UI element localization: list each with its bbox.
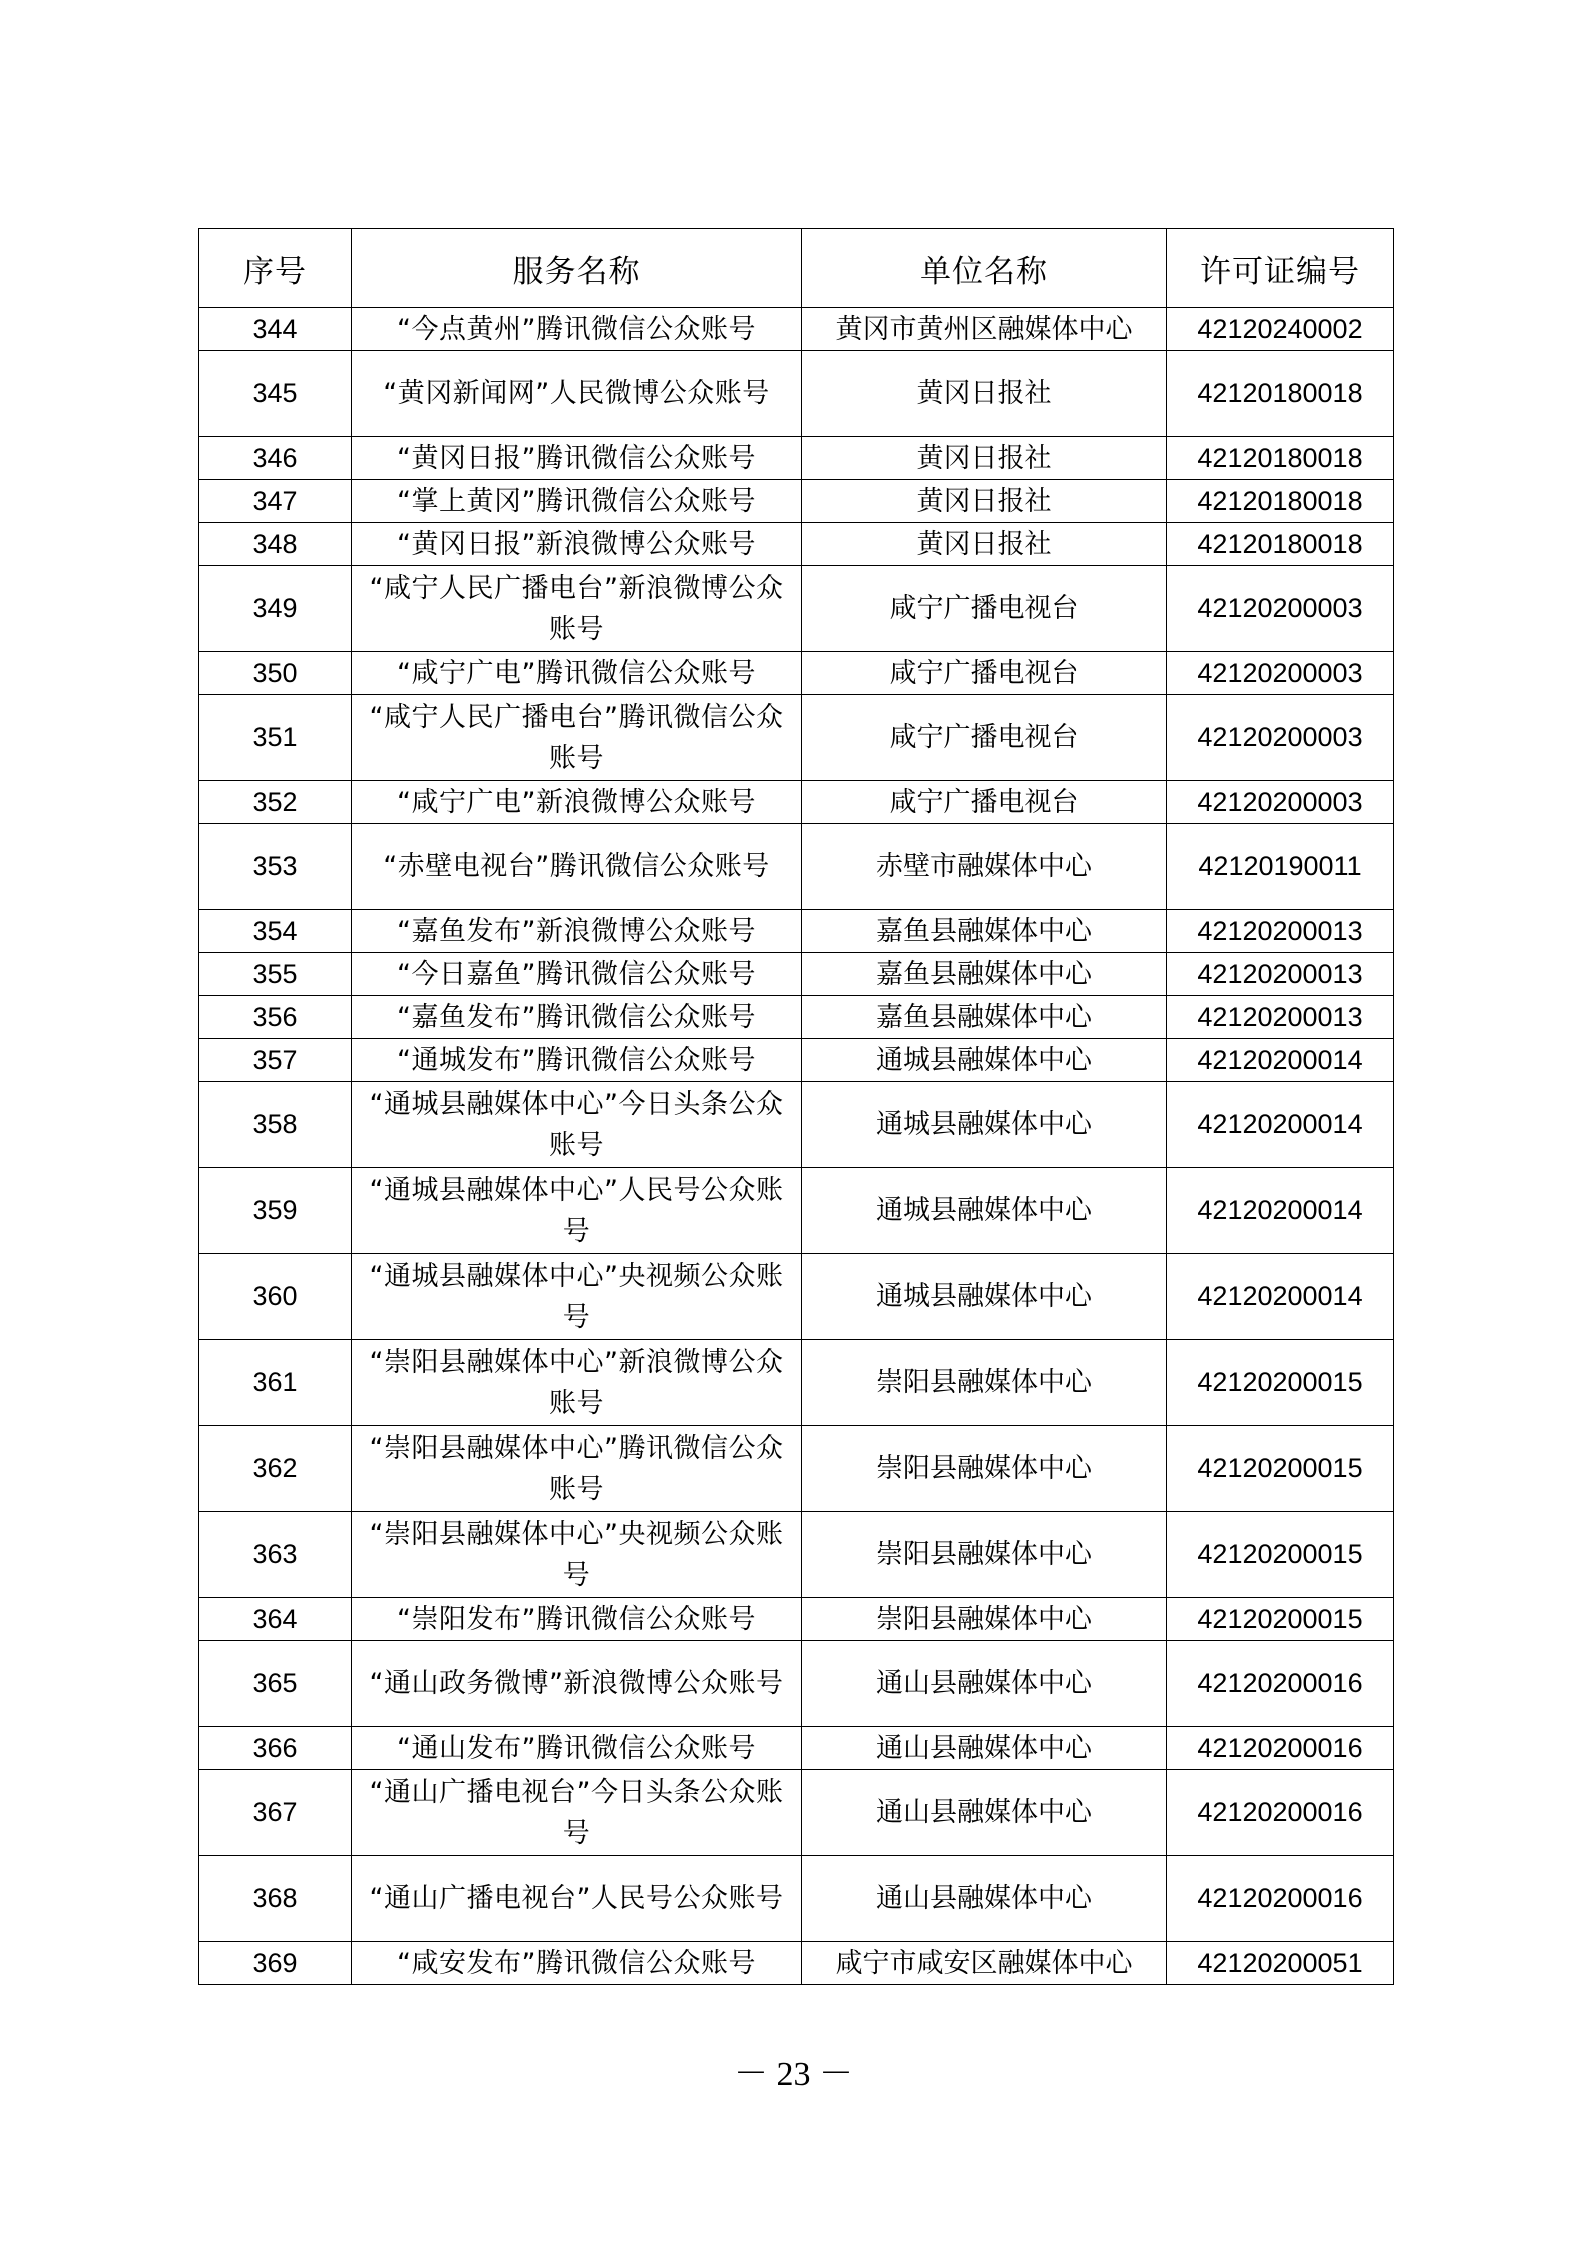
- cell-service-name: “崇阳县融媒体中心”央视频公众账号: [352, 1512, 802, 1598]
- table-row: [199, 996, 1394, 1039]
- cell-unit-name: 咸宁广播电视台: [802, 566, 1167, 652]
- cell-serial-no: 346: [199, 437, 352, 480]
- table-row: [199, 437, 1394, 480]
- cell-serial-no: 356: [199, 996, 352, 1039]
- cell-unit-name: 咸宁广播电视台: [802, 781, 1167, 824]
- cell-serial-no: 362: [199, 1426, 352, 1512]
- table-row: [199, 308, 1394, 351]
- cell-unit-name: 咸宁广播电视台: [802, 652, 1167, 695]
- cell-unit-name: 通城县融媒体中心: [802, 1254, 1167, 1340]
- cell-unit-name: 黄冈日报社: [802, 523, 1167, 566]
- cell-license-number: 42120200014: [1167, 1039, 1394, 1082]
- cell-serial-no: 368: [199, 1856, 352, 1942]
- cell-unit-name: 咸宁市咸安区融媒体中心: [802, 1942, 1167, 1985]
- cell-serial-no: 348: [199, 523, 352, 566]
- table-row: [199, 910, 1394, 953]
- cell-service-name: “嘉鱼发布”新浪微博公众账号: [352, 910, 802, 953]
- cell-unit-name: 黄冈市黄州区融媒体中心: [802, 308, 1167, 351]
- cell-service-name: “通城县融媒体中心”央视频公众账号: [352, 1254, 802, 1340]
- cell-service-name: “今日嘉鱼”腾讯微信公众账号: [352, 953, 802, 996]
- cell-license-number: 42120200016: [1167, 1770, 1394, 1856]
- table-row: [199, 480, 1394, 523]
- cell-serial-no: 353: [199, 824, 352, 910]
- cell-serial-no: 357: [199, 1039, 352, 1082]
- cell-service-name: “通山广播电视台”人民号公众账号: [352, 1856, 802, 1942]
- table-row: [199, 1856, 1394, 1942]
- cell-serial-no: 350: [199, 652, 352, 695]
- cell-license-number: 42120200003: [1167, 695, 1394, 781]
- cell-license-number: 42120200016: [1167, 1856, 1394, 1942]
- cell-unit-name: 崇阳县融媒体中心: [802, 1512, 1167, 1598]
- cell-license-number: 42120200015: [1167, 1340, 1394, 1426]
- cell-unit-name: 崇阳县融媒体中心: [802, 1598, 1167, 1641]
- table-row: [199, 1727, 1394, 1770]
- cell-license-number: 42120180018: [1167, 351, 1394, 437]
- cell-service-name: “咸宁人民广播电台”新浪微博公众账号: [352, 566, 802, 652]
- cell-license-number: 42120200014: [1167, 1254, 1394, 1340]
- cell-unit-name: 通城县融媒体中心: [802, 1168, 1167, 1254]
- cell-service-name: “黄冈日报”新浪微博公众账号: [352, 523, 802, 566]
- table-row: [199, 953, 1394, 996]
- cell-service-name: “崇阳县融媒体中心”腾讯微信公众账号: [352, 1426, 802, 1512]
- cell-serial-no: 360: [199, 1254, 352, 1340]
- table-body: [199, 308, 1394, 1985]
- table-row: [199, 1168, 1394, 1254]
- cell-license-number: 42120180018: [1167, 437, 1394, 480]
- cell-unit-name: 咸宁广播电视台: [802, 695, 1167, 781]
- table-row: [199, 1598, 1394, 1641]
- table-row: [199, 523, 1394, 566]
- header-unit-name: 单位名称: [802, 229, 1167, 308]
- cell-unit-name: 通山县融媒体中心: [802, 1856, 1167, 1942]
- cell-license-number: 42120180018: [1167, 480, 1394, 523]
- cell-unit-name: 崇阳县融媒体中心: [802, 1426, 1167, 1512]
- cell-unit-name: 黄冈日报社: [802, 351, 1167, 437]
- cell-service-name: “崇阳县融媒体中心”新浪微博公众账号: [352, 1340, 802, 1426]
- cell-service-name: “咸安发布”腾讯微信公众账号: [352, 1942, 802, 1985]
- table-row: [199, 1254, 1394, 1340]
- cell-service-name: “通山政务微博”新浪微博公众账号: [352, 1641, 802, 1727]
- cell-service-name: “掌上黄冈”腾讯微信公众账号: [352, 480, 802, 523]
- cell-unit-name: 通城县融媒体中心: [802, 1082, 1167, 1168]
- cell-service-name: “赤壁电视台”腾讯微信公众账号: [352, 824, 802, 910]
- cell-unit-name: 黄冈日报社: [802, 480, 1167, 523]
- cell-license-number: 42120180018: [1167, 523, 1394, 566]
- table-row: [199, 1770, 1394, 1856]
- cell-unit-name: 嘉鱼县融媒体中心: [802, 996, 1167, 1039]
- table-row: [199, 1340, 1394, 1426]
- cell-service-name: “咸宁广电”腾讯微信公众账号: [352, 652, 802, 695]
- header-service-name: 服务名称: [352, 229, 802, 308]
- table-row: [199, 652, 1394, 695]
- cell-license-number: 42120200003: [1167, 566, 1394, 652]
- cell-serial-no: 355: [199, 953, 352, 996]
- cell-serial-no: 364: [199, 1598, 352, 1641]
- cell-service-name: “通山广播电视台”今日头条公众账号: [352, 1770, 802, 1856]
- table-row: [199, 824, 1394, 910]
- cell-serial-no: 365: [199, 1641, 352, 1727]
- table-row: [199, 781, 1394, 824]
- cell-unit-name: 通山县融媒体中心: [802, 1727, 1167, 1770]
- table-header-row: [199, 229, 1394, 308]
- cell-license-number: 42120190011: [1167, 824, 1394, 910]
- cell-license-number: 42120200014: [1167, 1168, 1394, 1254]
- cell-serial-no: 354: [199, 910, 352, 953]
- cell-license-number: 42120200015: [1167, 1512, 1394, 1598]
- table-row: [199, 351, 1394, 437]
- cell-serial-no: 349: [199, 566, 352, 652]
- cell-service-name: “嘉鱼发布”腾讯微信公众账号: [352, 996, 802, 1039]
- cell-service-name: “今点黄州”腾讯微信公众账号: [352, 308, 802, 351]
- cell-service-name: “黄冈新闻网”人民微博公众账号: [352, 351, 802, 437]
- cell-unit-name: 通山县融媒体中心: [802, 1770, 1167, 1856]
- cell-license-number: 42120200003: [1167, 652, 1394, 695]
- cell-serial-no: 345: [199, 351, 352, 437]
- header-license-number: 许可证编号: [1167, 229, 1394, 308]
- table-row: [199, 1082, 1394, 1168]
- cell-serial-no: 347: [199, 480, 352, 523]
- cell-service-name: “黄冈日报”腾讯微信公众账号: [352, 437, 802, 480]
- cell-serial-no: 366: [199, 1727, 352, 1770]
- cell-serial-no: 351: [199, 695, 352, 781]
- page-number: － 23 －: [734, 2056, 853, 2093]
- cell-unit-name: 通山县融媒体中心: [802, 1641, 1167, 1727]
- cell-serial-no: 358: [199, 1082, 352, 1168]
- cell-service-name: “咸宁广电”新浪微博公众账号: [352, 781, 802, 824]
- table-row: [199, 1641, 1394, 1727]
- cell-license-number: 42120200015: [1167, 1598, 1394, 1641]
- cell-service-name: “通城县融媒体中心”今日头条公众账号: [352, 1082, 802, 1168]
- table-row: [199, 695, 1394, 781]
- cell-service-name: “通山发布”腾讯微信公众账号: [352, 1727, 802, 1770]
- table-row: [199, 1426, 1394, 1512]
- cell-unit-name: 赤壁市融媒体中心: [802, 824, 1167, 910]
- cell-serial-no: 361: [199, 1340, 352, 1426]
- cell-unit-name: 通城县融媒体中心: [802, 1039, 1167, 1082]
- table-row: [199, 1512, 1394, 1598]
- cell-service-name: “通城发布”腾讯微信公众账号: [352, 1039, 802, 1082]
- cell-license-number: 42120200051: [1167, 1942, 1394, 1985]
- cell-serial-no: 367: [199, 1770, 352, 1856]
- cell-license-number: 42120200003: [1167, 781, 1394, 824]
- cell-serial-no: 369: [199, 1942, 352, 1985]
- cell-unit-name: 嘉鱼县融媒体中心: [802, 910, 1167, 953]
- cell-serial-no: 363: [199, 1512, 352, 1598]
- header-serial-no: 序号: [199, 229, 352, 308]
- cell-unit-name: 嘉鱼县融媒体中心: [802, 953, 1167, 996]
- cell-serial-no: 352: [199, 781, 352, 824]
- cell-license-number: 42120200015: [1167, 1426, 1394, 1512]
- cell-license-number: 42120200016: [1167, 1641, 1394, 1727]
- cell-license-number: 42120200016: [1167, 1727, 1394, 1770]
- cell-license-number: 42120200013: [1167, 910, 1394, 953]
- cell-service-name: “通城县融媒体中心”人民号公众账号: [352, 1168, 802, 1254]
- cell-serial-no: 359: [199, 1168, 352, 1254]
- license-table: [198, 228, 1394, 1985]
- table-row: [199, 1039, 1394, 1082]
- cell-serial-no: 344: [199, 308, 352, 351]
- cell-unit-name: 黄冈日报社: [802, 437, 1167, 480]
- cell-license-number: 42120200013: [1167, 996, 1394, 1039]
- cell-service-name: “崇阳发布”腾讯微信公众账号: [352, 1598, 802, 1641]
- table-row: [199, 566, 1394, 652]
- cell-unit-name: 崇阳县融媒体中心: [802, 1340, 1167, 1426]
- cell-license-number: 42120240002: [1167, 308, 1394, 351]
- cell-license-number: 42120200013: [1167, 953, 1394, 996]
- cell-license-number: 42120200014: [1167, 1082, 1394, 1168]
- cell-service-name: “咸宁人民广播电台”腾讯微信公众账号: [352, 695, 802, 781]
- table-row: [199, 1942, 1394, 1985]
